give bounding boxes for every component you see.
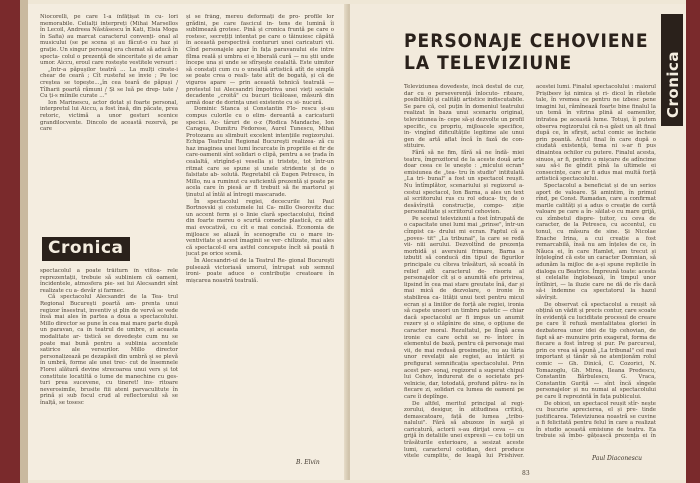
left-col2 (186, 14, 334, 454)
headline-line-1: PERSONAJE CEHOVIENE (404, 30, 649, 52)
paragraph: Pe scenul televiziunii a fost întrupată de o capacitate unei lumi mai „prinse", într-un cîmpist ca- drului mi ecran. Faptul că a „poves- tit" „La tribunal", la care se redă vii- niii aerului. Dezvoltînd de prezența morbidă și aversiuni frimare, Barna a izbutit să conducă din tipul de figurilor principale cu cîteva trăsături, să scoată în relief atît caracterul de- risoriu al personajelor cît și o anumită efe privirea, lipsind în cea mai stare greutate înă, dar și mai mică de dezvolare, o ironie în stabilirea ca- lității unui text pentru micul ecran și a liniilor de forță ale regiei, ironia să capete uneori un timbru patetic — chiar dacă spectacolul ar fi impus un anumit rezerv și o stăpînire de sine, o opțiune de caracter moral. Rezultatul, pe lîngă acea ironie cu care ochii se re- întorc în elementul de bază, pentru că personaje mai vii, de mai redusă grosimeție, nu au tăria unor revelații ale regiei, au întărit și prefigurat semnificația spectacolului. Prin acest per- sonaj, regizorul a sugerat chipul lui Cehov, îndurerat de o societate pri- velnicie, dar, totodată, profund pătru- ns în fiecare zi, solidari cu lumea de oameni pe care îi deplînge. (404, 215, 524, 400)
paragraph: Dominic Stanca și Constantin Flo- rescu și-au compus culorile cu o elim- dereantă a caricaturii speciei. Ac- târuri de o-z (Rodica Mandache, Ion Caragea, Dumitru Fedorese, Aurel Tunescu, Mihai Protozanu au slimbuit excelent intențiile regizorului. Echipa Teatrului Regional Bucureşti realizea- ză cu haz imaginea unei lumi încurcate în propriile ei fir de care-oamenii sînt solidari o clipă, pentru a se țrada în cealaltă, strigînd-și vesella și tristețe, tot într-un ritmat care se spune și unele stridente și de o falsitate ab- solută. Regretabil că Eugen Petrescu, în Millo, nu a ruminut cu suficientă prezentă și poate pe acela care în piesă ar fi trebuit să fie martorul și ținutul al întăi al întregii mascarade. (186, 106, 334, 199)
section-label: Cronica (664, 50, 682, 118)
paragraph: Spectacolul a beneficiat și de un serios aport de valoare. Și amintim, în primul rînd, pe Const. Ramadan, care a confirmat marile calități și a adus o creație de certă valoare pe care a în- săilat-o cu mare grijă, cu zîmbetul dispre- țuitor, cu ceva de caracter, de la Petrescu, cu accentul, cu tonul, cu măsura de sine. Și Nicolae Enache Irina, a cui creație a fost remarcabilă, însă nu am înțeles de ce, în Năuca ei, în care Hamlet, am trecut și înțelegînd că este un caracter Domnian, să adunăm la mijloc de a-și spune replicile în dialoga cu Beatrice. Împreună toate: acesta și celelalte înglobează, în timpul unor întîlniri, — la iluzie care ne dă de rîs dacă să-i îndemne ca spectatorul la hazul săvîrșit. (536, 182, 656, 301)
paragraph: Ion Marinescu, actor dotat și foarte personal, interpretul lui Aiccu, a fost însă, din păcate, prea retoric, victimă a unor gesturi scenice grandilocvente. Dincolo de această rezervă, pe care (40, 99, 178, 133)
section-label-box-vertical (661, 14, 683, 126)
author-signature-right: Paul Diaconescu (592, 455, 643, 462)
paragraph: Că spectacolul Alecsandri de la Tea- trul Regional Bucureşti poartă am- prenta unui regizor însestrat, inventiv și plin de vervă se vede însă mai ales în partea a doua a spectacolului. Millo director se pune în cea mai mare parte după un paravan, ca în teatrul de umbre, și aceasta modalitate ar- tistică se dovedește cum nu se poate mai bună pentru a sublinia accentele satirice ale versurilor. Millo director personalizează pe dezapăsii din umbră și se plevă în umbră, forme ale unei trec- cut de însemnele Florei alătură devine strecoarea unui vers și tot constituie locatiltă o lume de manechine cu ges- turi prea sucevene, cu tineret! ins- ritoare neverosimile, brusite fiii ateni parvaculitute în prină și sub focul crud al reflectorului să se înalță, se tosesc (40, 294, 178, 406)
right-col2 (536, 84, 656, 440)
paragraph: În Alecsandri-ul de la Teatrul Re- gional București pulsează victoriasă umorul, întrupat sub semnul ironi- poate aduce o contribuție creatoare în mișcarea noastră teatrală. (186, 257, 334, 284)
book-binding-right (686, 0, 700, 483)
author-signature-left: B. Elvin (296, 459, 320, 466)
paragraph: De obicei, un spectacol reușit stîr- nește cu bucurie aprecierea, el și pre- tinde justificarea. Televiziunea noastră se cuvine a fi felicitată pentru felul în care a realizat în studio această emisiune de teatru. Ea trebuie să îmbo- gățească prezența ei în (536, 400, 656, 440)
section-label-box (42, 237, 130, 261)
left-col1-top (40, 14, 178, 232)
page-number: 83 (522, 470, 530, 477)
paragraph: Niocorelli, pe care 1-a înfățișat în cu- lori memorabile. Celialți interpreți (Mihai Marsellos în Lecoil, Andreea Năstăsescu în Kati, Elsia Moga în Safia) au marcat caracterul convenți- onal al musicului (se pe scena și au făcut-o cu haz și grație. Un singur personaj era chemat să aducă în specta- colul o prezență de sinceritate și de amar umor. Aiccu, eroul care rostește vestitele versuri : (40, 14, 178, 67)
paragraph: De observat că spectacolul a reușit să obțină un vădit și precis contur, care scoate în evidență cu luciditate procesul de creare pe care îl refuză mentalitatea gloriei în dezbaterea unor idei de tip cehovian, de fapt să ar- munuire prin exagerat, forma de fiecare a fost întreg și pur. Pe parcursul, prin ce vrea să spună „La tribunal" cel mai important și tânăr să ne atenționăm rolul comic — Gh. Dinică, C. Cozorici, N. Tomazoglu, Gh. Mirea, Ileana Predescu, Constantin Bărbulescu, G. Vraca, Constantin Guriță — sînt încă sîngele personajelor și nu numai al spectacolului pe care îl reprezintă în fața publicului. (536, 301, 656, 400)
right-col1 (404, 84, 524, 460)
paragraph: În spectacolul regiei, dececurile lui Paul Bortnovski și costumele lui Ca- millo Osorovitz duc un accent ferm și o linie clară spectacolului, fixînd din foarte mereu o scurtă comedie plastică, cu atît mai evocativă, cu cît e mai concisă. Economia de mijloace se aliază în scenografie cu o mare in- ventivitate și acest îmaginii se ver- chilizate, mai ales că spectacol-il era astfel concepute încît să poată fi jucat pe orice scenă. (186, 198, 334, 258)
paragraph: De altfel, meritul principal al regi- zorului, desigur, în atitudinea critică, demascatoare, față de lumea „tribu- nalului". Fără să abuzeze în sarjă și caricatură, actorii s-au dirijat ceva — cu grijă în detaliile unei expresii — cu toții un trăsăturile exterioare, a sesizat aceste lumi, caracterul cotidian, deci produce vitele cumplite, de leagă lui Prishiver. (404, 400, 524, 460)
paragraph: „Intr-a păpușilor teatră ... La mulți cinste-i chear de ceară ; Cît rusteful se învie ; Pe loc creștea se topește...„în cea teară de păpuși / Tîlharii poartă rămuni / Și se luă pe drep- tate / Cu ți-s mîinile curate ..." (40, 66, 178, 100)
paragraph: acestei lumi. Finalul spectacolului : maiorul Prișibeev își nimica și ri- dicol în rîietele tale, în vremea ce pentru ne izbesc pene imagini lui, rămînează foarte bine finalul la un temă în vitrina plină al oamenilor, intratea pe această lume. Totuși, îi putem observa regizorului că n-a găsit un alt final după ce, în sfîrșit, actul comic se încheie prin poantă. Actul final în care după o ciudată existență, tema ni s-ar fi pus dinaintea ochilor cu putere. Finalul acesta, sinuos, ar fi, pentru o mișcare de adîncime sau să-i fie gîndit pînă la ultimele ei consecințe, care ar fi adus mai multă forță artistică spectacolului. (536, 84, 656, 183)
paragraph: Fără să ne fim, fără să ne îndă- miei teatru, îmgrozitorul de la aceste două arte doar ceea ce le unește : „micului ecran" emisiunea de „tea- tru în studio" intitulată „La tri- bunal" a fost un spectacol reușit. Nu întîmplător, scenariului și regizorul a- cestui spectacol, Ion Barna, a ales un text al scriitorului rus cu rol educa- tiv, de o desăvîrșită construcție, compo- ziție personalitate și scriitorul cehovien. (404, 149, 524, 216)
article-headline (404, 30, 654, 74)
section-label: Cronica (48, 238, 124, 258)
paragraph: și se frâng, mereu deformați de pro- profile lor grădini, pe care fascicul in- tens de lumină îi sublimează grotesc. Pină și cronica fruntă pe care o rostesc, secrețiți intentat pe care o tăinuiesc căpătă în această perspectivă contururi unei caricaturi vii. Cînd personajele apar în fața paravanului ele intre fîlma reală și umbra ei e liberală cură — nu știi unde începe una și unde se sfîrșește cealaltă. Este uimitor să constați cum cu o unealtă artistică atît de simplă se poate crea o reali- tate atît de bogată, și că de viguros apare — prin această tehnică teatrală — protestul lui Alecsandri împotriva unei vieți sociale decadente „croită" cu bucuri ticăloase, măsură din armă doar de dorința unei existente cu si- nucură. (186, 14, 334, 106)
headline-line-2: LA TELEVIZIUNE (404, 52, 573, 74)
left-col1-bottom (40, 268, 178, 470)
paragraph: Televiziunea dovedeste, încă destul de cur, dar cu o perseverență înlocuto- riteare, posibilități și calități artistice indiscutabile. Se pare că, cel puțin în domeniul teatrului realizat în baza unui scenariu original, televiziunea în- cepe să-și dezvolte un profil specific, cu propriu, mijloacele specifice, in- vingînd dificultățile legitime ale unui gen de artă aflat încă în fază de con- stituire. (404, 84, 524, 150)
book-binding-left (0, 0, 24, 483)
page-edge (20, 0, 28, 483)
paragraph: spectacolul a poate trăiturn în viitoa- rele reprezentații, trebuie să subliniem că oameni, încidentele, atmosfera pie- sei lui Alecsandri sînt realizate cu a- devăr și farmec. (40, 268, 178, 294)
